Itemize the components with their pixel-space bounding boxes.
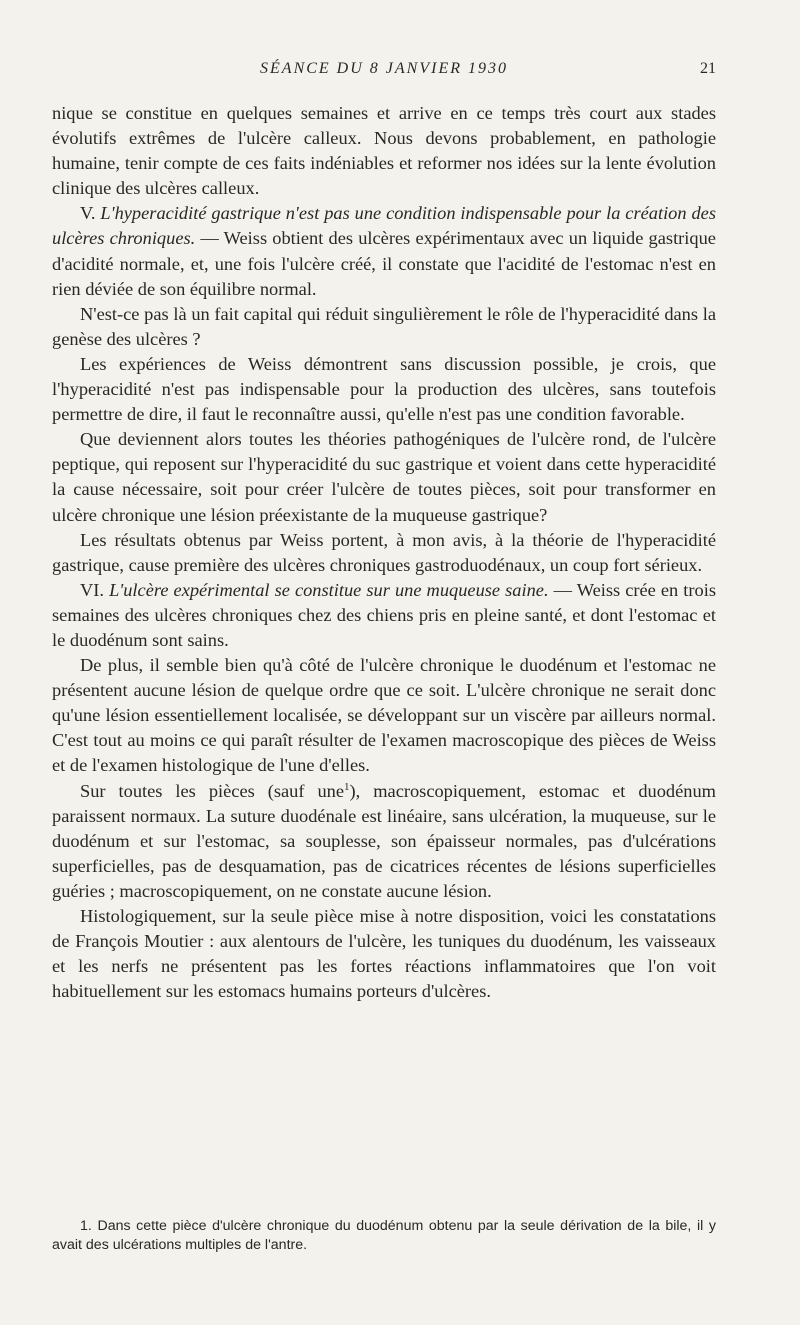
footnote	[52, 1217, 716, 1255]
paragraph-3: N'est-ce pas là un fait capital qui réduit singulièrement le rôle de l'hyperacidité dans la genèse des ulcères ?	[52, 303, 716, 349]
paragraph-4: Les expériences de Weiss démontrent sans discussion possible, je crois, que l'hyperacidité n'est pas indispensable pour la production des ulcères, sans toutefois permettre de dire, il faut le reconnaître aussi, qu'elle n'est pas une condition favorable.	[52, 353, 716, 425]
section-numeral: VI.	[80, 579, 105, 600]
section-heading: L'ulcère expérimental se constitue sur une muqueuse saine.	[109, 579, 549, 600]
paragraph-section-v: V. L'hyperacidité gastrique n'est pas une condition indispensable pour la création des ulcères chroniques. — Weiss obtient des ulcères expérimentaux avec un liquide gastrique d'acidité normale, et, une fois l'ulcère créé, il constate que l'acidité de l'estomac n'est en rien déviée de son équilibre normal.	[52, 203, 716, 299]
paragraph-1: nique se constitue en quelques semaines et arrive en ce temps très court aux stades évolutifs extrêmes de l'ulcère calleux. Nous devons probablement, en pathologie humaine, tenir compte de ces faits indéniables et reformer nos idées sur la lente évolution clinique des ulcères calleux.	[52, 103, 716, 199]
body-text	[52, 101, 716, 1004]
running-title: SÉANCE DU 8 JANVIER 1930	[260, 60, 508, 77]
paragraph-10: Histologiquement, sur la seule pièce mise à notre disposition, voici les constatations de François Moutier : aux alentours de l'ulcère, les tuniques du duodénum, les vaisseaux et les nerfs ne présentent pas les fortes réactions inflammatoires que l'on voit habituellement sur les estomacs humains porteurs d'ulcères.	[52, 906, 716, 1002]
paragraph-5: Que deviennent alors toutes les théories pathogéniques de l'ulcère rond, de l'ulcère peptique, qui reposent sur l'hyperacidité du suc gastrique et voient dans cette hyperacidité la cause nécessaire, soit pour créer l'ulcère de toutes pièces, soit pour transformer en ulcère chronique une lésion préexistante de la muqueuse gastrique?	[52, 429, 716, 525]
paragraph-8: De plus, il semble bien qu'à côté de l'ulcère chronique le duodénum et l'estomac ne présentent aucune lésion de quelque ordre que ce soit. L'ulcère chronique ne serait donc qu'une lésion essentiellement localisée, se développant sur un viscère par ailleurs normal. C'est tout au moins ce qui paraît résulter de l'examen macroscopique des pièces de Weiss et de l'examen histologique de l'une d'elles.	[52, 655, 716, 776]
paragraph-section-vi: VI. L'ulcère expérimental se constitue sur une muqueuse saine. — Weiss crée en trois semaines des ulcères chroniques chez des chiens pris en pleine santé, et dont l'estomac et le duodénum sont sains.	[52, 579, 716, 650]
footnote-text: Dans cette pièce d'ulcère chronique du duodénum obtenu par la seule dérivation de la bile, il y avait des ulcérations multiples de l'antre.	[52, 1218, 716, 1253]
footnote-reference[interactable]: 1	[344, 780, 350, 793]
section-numeral: V.	[80, 203, 96, 224]
paragraph-6: Les résultats obtenus par Weiss portent, à mon avis, à la théorie de l'hyperacidité gastrique, cause première des ulcères chroniques gastroduodénaux, un coup fort sérieux.	[52, 529, 716, 575]
page-number: 21	[700, 60, 716, 77]
footnote-mark: 1.	[80, 1218, 92, 1234]
paragraph-9: Sur toutes les pièces (sauf une$^1$), macroscopiquement, estomac et duodénum paraissent normaux. La suture duodénale est linéaire, sans ulcération, la muqueuse, sur le duodénum et sur l'estomac, sa souplesse, son épaisseur normales, pas d'ulcérations superficielles, pas de desquamation, pas de cicatrices récentes de lésions superficielles guéries ; macroscopiquement, on ne constate aucune lésion.	[52, 780, 716, 901]
section-heading: L'hyperacidité gastrique n'est pas une condition indispensable pour la création des ulcères chroniques.	[52, 203, 716, 249]
page-header	[52, 60, 716, 86]
